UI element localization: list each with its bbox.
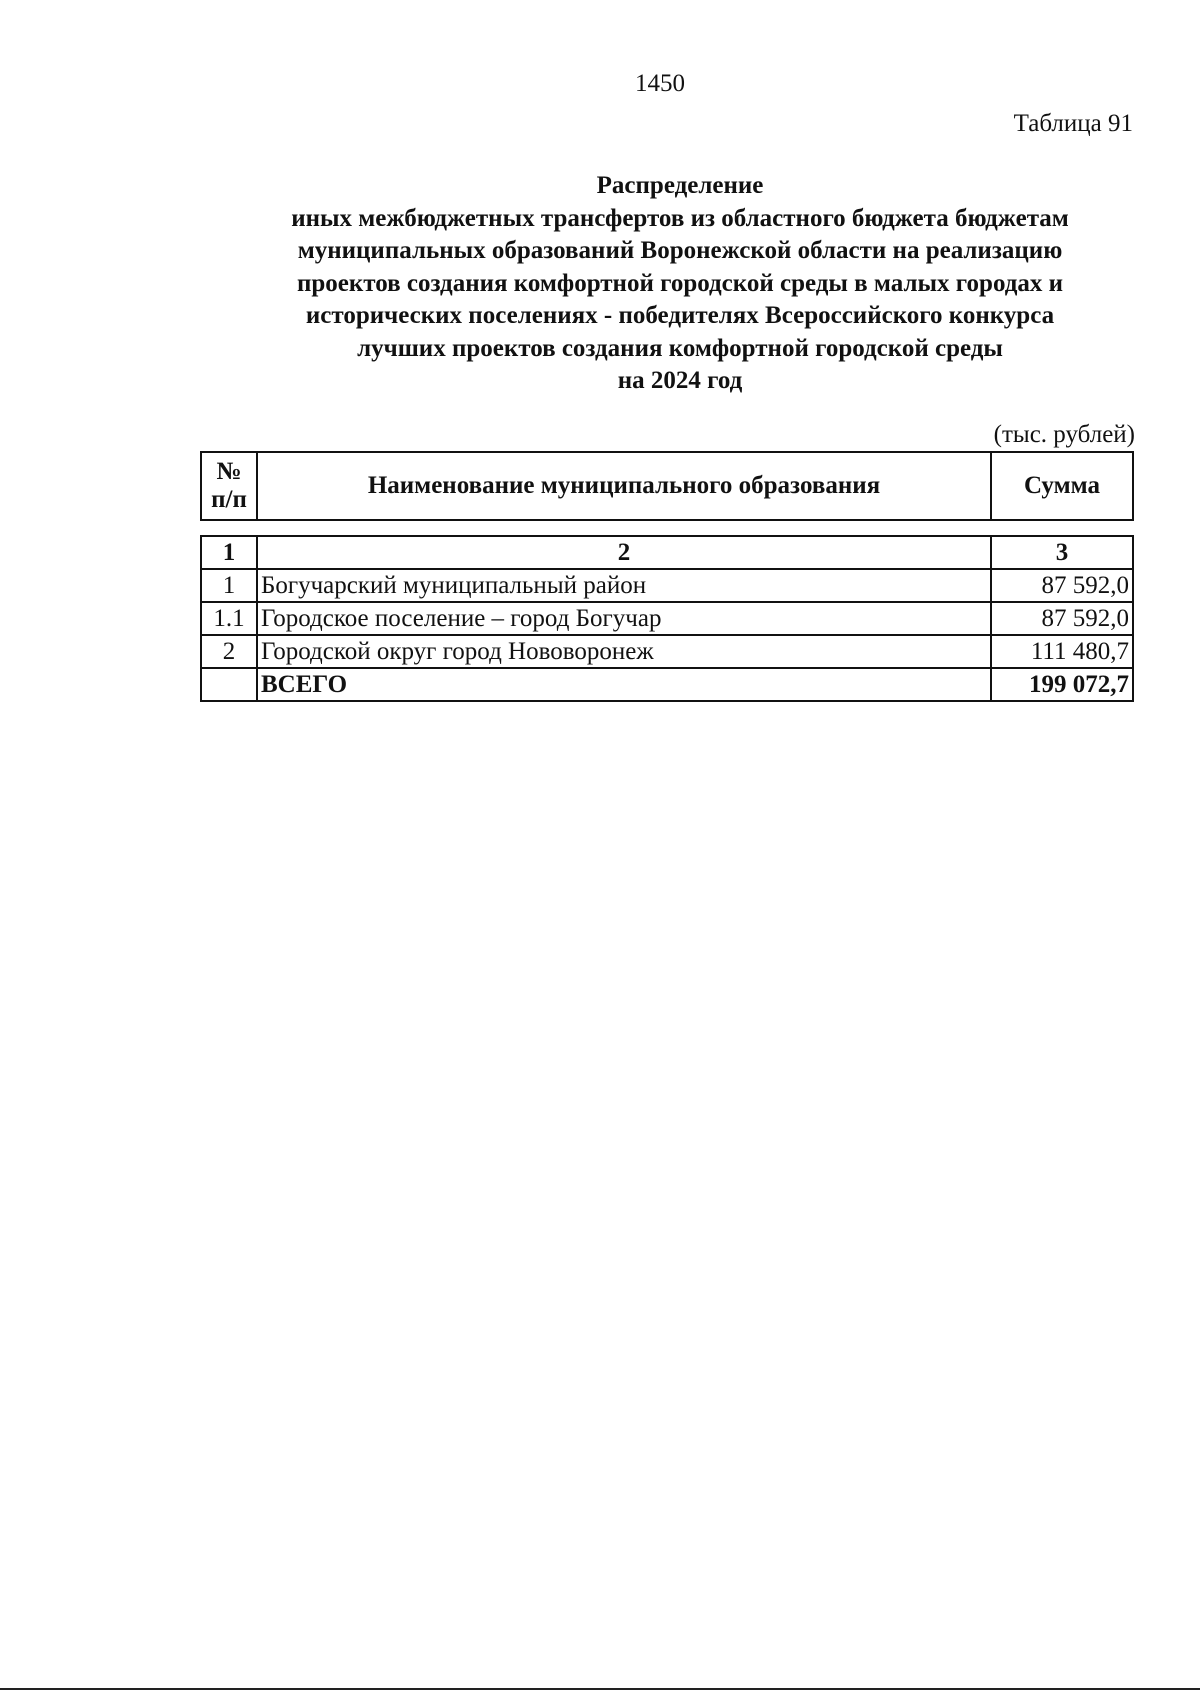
header-sum: Сумма <box>991 452 1133 520</box>
column-number: 1 <box>201 536 257 569</box>
title-line: на 2024 год <box>617 367 743 394</box>
column-number-row <box>201 536 1133 569</box>
total-row <box>201 668 1133 701</box>
title-line: проектов создания комфортной городской среды в малых городах и <box>296 269 1064 297</box>
row-sum: 87 592,0 <box>991 602 1133 635</box>
table-label: Таблица 91 <box>1013 110 1133 137</box>
column-number: 3 <box>991 536 1133 569</box>
row-num: 1 <box>201 569 257 602</box>
title-line: Распределение <box>596 172 764 199</box>
row-name: Богучарский муниципальный район <box>257 569 991 602</box>
title-line: лучших проектов создания комфортной городской среды <box>357 334 1003 362</box>
row-num: 2 <box>201 635 257 668</box>
title-line: иных межбюджетных трансфертов из областного бюджета бюджетам <box>291 204 1069 232</box>
table-header <box>200 451 1134 521</box>
table-row <box>201 602 1133 635</box>
data-table <box>200 535 1134 702</box>
row-num: 1.1 <box>201 602 257 635</box>
title-line: муниципальных образований Воронежской области на реализацию <box>297 237 1063 264</box>
page-number: 1450 <box>635 70 685 97</box>
total-label: ВСЕГО <box>257 668 991 701</box>
row-name: Городское поселение – город Богучар <box>257 602 991 635</box>
units-label: (тыс. рублей) <box>993 421 1135 448</box>
row-sum: 87 592,0 <box>991 569 1133 602</box>
header-num <box>201 452 257 520</box>
header-num-abbr: п/п <box>211 486 247 513</box>
table-row <box>201 635 1133 668</box>
header-row <box>201 452 1133 520</box>
title-line: исторических поселениях - победителях Всероссийского конкурса <box>305 302 1055 329</box>
row-name: Городской округ город Нововоронеж <box>257 635 991 668</box>
total-sum: 199 072,7 <box>991 668 1133 701</box>
header-num-symbol: № <box>216 458 242 485</box>
page-bottom-rule <box>0 1688 1200 1690</box>
table-row <box>201 569 1133 602</box>
column-number: 2 <box>257 536 991 569</box>
total-num <box>201 668 257 701</box>
document-title <box>180 170 1180 398</box>
row-sum: 111 480,7 <box>991 635 1133 668</box>
header-name: Наименование муниципального образования <box>257 452 991 520</box>
